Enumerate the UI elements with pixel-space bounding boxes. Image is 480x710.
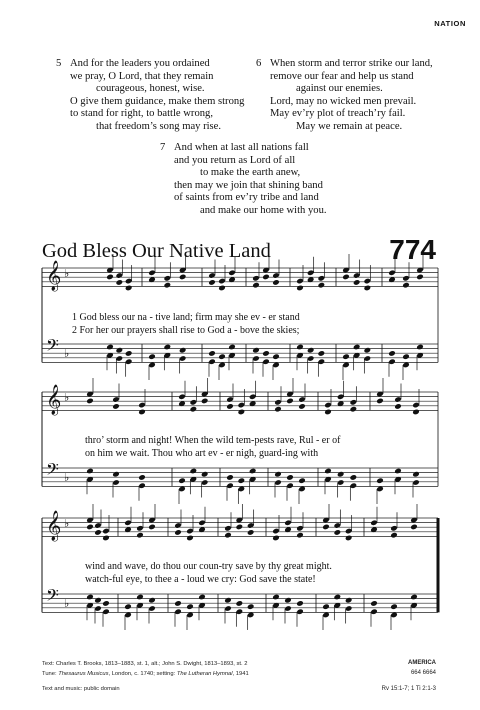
stanza-line: Lord, may no wicked men prevail. xyxy=(270,95,417,107)
note-head-icon xyxy=(272,535,280,542)
note-head-icon xyxy=(236,600,244,607)
note-head-icon xyxy=(324,468,332,475)
note-head-icon xyxy=(334,594,342,601)
stanza-line: to make the earth anew, xyxy=(200,167,301,179)
note-head-icon xyxy=(324,409,332,416)
note-head-icon xyxy=(376,398,384,405)
note-head-icon xyxy=(136,594,144,601)
note-head-icon xyxy=(249,468,257,475)
note-head-icon xyxy=(247,603,255,610)
note-head-icon xyxy=(148,597,156,604)
note-head-icon xyxy=(208,350,216,357)
note-head-icon xyxy=(318,350,326,357)
note-head-icon xyxy=(412,409,420,416)
flat-icon: ♭ xyxy=(64,391,70,404)
note-head-icon xyxy=(164,344,172,351)
tune-prefix: Tune: xyxy=(42,671,59,677)
note-head-icon xyxy=(364,347,372,354)
note-head-icon xyxy=(224,597,232,604)
note-head-icon xyxy=(394,403,402,410)
scripture-refs: Rv 15:1-7; 1 Ti 2:1-3 xyxy=(381,686,436,692)
tune-setting: The Lutheran Hymnal xyxy=(176,671,233,677)
note-head-icon xyxy=(198,594,206,601)
bass-clef-icon: 𝄢 xyxy=(46,459,59,483)
note-head-icon xyxy=(345,535,353,542)
note-head-icon xyxy=(238,409,246,416)
stanza-line: remove our fear and help us stand xyxy=(270,70,414,82)
note-head-icon xyxy=(272,279,280,286)
note-head-icon xyxy=(208,279,216,286)
lyric-line: thro’ storm and night! When the wild tem-pests rave, Rul - er of xyxy=(85,435,341,446)
note-head-icon xyxy=(102,535,110,542)
stanza-line: that freedom’s song may rise. xyxy=(96,120,222,132)
note-head-icon xyxy=(296,344,304,351)
note-head-icon xyxy=(410,594,418,601)
treble-clef-icon: 𝄞 xyxy=(46,385,62,415)
note-head-icon xyxy=(402,353,410,360)
stanza-number: 6 xyxy=(256,58,262,69)
lyric-line: watch-ful eye, to thee a - loud we cry: God save the state! xyxy=(85,574,316,585)
stanza-line: and you return as Lord of all xyxy=(174,154,296,166)
note-head-icon xyxy=(388,350,396,357)
meter: 664 6664 xyxy=(410,670,436,676)
note-head-icon xyxy=(370,600,378,607)
note-head-icon xyxy=(102,600,110,607)
stanza-line: to stand for right, to battle wrong, xyxy=(70,108,213,120)
lyric-line: wind and wave, do thou our coun-try save by thy great might. xyxy=(85,561,332,572)
note-head-icon xyxy=(410,524,418,531)
stanza-line: And for the leaders you ordained xyxy=(70,58,210,69)
rights-notice: Text and music: public domain xyxy=(42,686,120,692)
note-head-icon xyxy=(94,529,102,536)
note-head-icon xyxy=(190,406,198,413)
stanza-line: then may we join that shining band xyxy=(174,179,323,191)
note-head-icon xyxy=(322,603,330,610)
note-head-icon xyxy=(394,468,402,475)
flat-icon: ♭ xyxy=(64,517,70,530)
note-head-icon xyxy=(226,474,234,481)
note-head-icon xyxy=(190,468,198,475)
note-head-icon xyxy=(262,350,270,357)
flat-icon: ♭ xyxy=(64,267,70,280)
stanza-number: 5 xyxy=(56,58,62,69)
note-head-icon xyxy=(390,532,398,539)
note-head-icon xyxy=(218,353,226,360)
note-head-icon xyxy=(148,353,156,360)
flat-icon: ♭ xyxy=(64,597,70,610)
note-head-icon xyxy=(201,398,209,405)
note-head-icon xyxy=(178,477,186,484)
note-head-icon xyxy=(334,529,342,536)
stanza-line: of saints from ev’ry tribe and land xyxy=(174,192,319,204)
stanza-line: When storm and terror strike our land, xyxy=(270,58,433,69)
note-head-icon xyxy=(284,597,292,604)
note-head-icon xyxy=(298,403,306,410)
tune-name: AMERICA xyxy=(408,660,436,666)
note-head-icon xyxy=(296,532,304,539)
tune-source: Thesaurus Musicus xyxy=(58,671,109,677)
treble-clef-icon: 𝄞 xyxy=(46,261,62,291)
note-head-icon xyxy=(337,471,345,478)
note-head-icon xyxy=(272,353,280,360)
note-head-icon xyxy=(350,406,358,413)
note-head-icon xyxy=(238,477,246,484)
stanza-line: O give them guidance, make them strong xyxy=(70,95,245,107)
flat-icon: ♭ xyxy=(64,471,70,484)
hymn-title: God Bless Our Native Land xyxy=(42,240,271,262)
note-head-icon xyxy=(412,471,420,478)
note-head-icon xyxy=(416,274,424,281)
note-head-icon xyxy=(286,474,294,481)
note-head-icon xyxy=(228,344,236,351)
note-head-icon xyxy=(112,403,120,410)
note-head-icon xyxy=(274,406,282,413)
note-head-icon xyxy=(353,344,361,351)
tune-mid: , London, c. 1740; setting: xyxy=(108,671,177,677)
note-head-icon xyxy=(86,594,94,601)
note-head-icon xyxy=(236,524,244,531)
flat-icon: ♭ xyxy=(64,347,70,360)
note-head-icon xyxy=(342,274,350,281)
note-head-icon xyxy=(94,597,102,604)
stanza-number: 7 xyxy=(160,142,166,153)
lyric-line: 1 God bless our na - tive land; firm may she ev - er stand xyxy=(72,312,300,323)
note-head-icon xyxy=(274,471,282,478)
note-head-icon xyxy=(125,285,133,292)
note-head-icon xyxy=(106,344,114,351)
stanza-line: we pray, O Lord, that they remain xyxy=(70,70,214,82)
note-head-icon xyxy=(402,282,410,289)
note-head-icon xyxy=(390,603,398,610)
note-head-icon xyxy=(138,409,146,416)
note-head-icon xyxy=(345,597,353,604)
note-head-icon xyxy=(296,285,304,292)
note-head-icon xyxy=(86,524,94,531)
note-head-icon xyxy=(174,600,182,607)
note-head-icon xyxy=(376,477,384,484)
note-head-icon xyxy=(318,282,326,289)
note-head-icon xyxy=(296,600,304,607)
tune-suffix: , 1941 xyxy=(232,671,249,677)
note-head-icon xyxy=(186,603,194,610)
bass-clef-icon: 𝄢 xyxy=(46,585,59,609)
note-head-icon xyxy=(322,524,330,531)
note-head-icon xyxy=(148,524,156,531)
note-head-icon xyxy=(226,403,234,410)
note-head-icon xyxy=(106,274,114,281)
note-head-icon xyxy=(247,529,255,536)
stanza-line: May we remain at peace. xyxy=(296,120,403,132)
note-head-icon xyxy=(364,285,372,292)
note-head-icon xyxy=(179,274,187,281)
note-head-icon xyxy=(350,474,358,481)
stanza-line: May ev’ry plot of treach’ry fail. xyxy=(270,108,406,120)
note-head-icon xyxy=(116,279,124,286)
note-head-icon xyxy=(342,353,350,360)
note-head-icon xyxy=(224,532,232,539)
note-head-icon xyxy=(262,274,270,281)
note-head-icon xyxy=(86,398,94,405)
note-head-icon xyxy=(116,347,124,354)
note-head-icon xyxy=(353,279,361,286)
tune-credit xyxy=(42,671,249,677)
section-label: NATION xyxy=(416,14,480,34)
hymn-number: 774 xyxy=(389,234,436,265)
stanza-line: courageous, honest, wise. xyxy=(96,83,205,95)
note-head-icon xyxy=(416,344,424,351)
note-head-icon xyxy=(112,471,120,478)
note-head-icon xyxy=(124,603,132,610)
bass-clef-icon: 𝄢 xyxy=(46,335,59,359)
note-head-icon xyxy=(298,477,306,484)
note-head-icon xyxy=(138,474,146,481)
stanza-line: against our enemies. xyxy=(296,83,383,95)
note-head-icon xyxy=(252,347,260,354)
note-head-icon xyxy=(252,282,260,289)
note-head-icon xyxy=(201,471,209,478)
lyric-line: on him we wait. Thou who art ev - er nigh, guard-ing with xyxy=(85,448,319,459)
note-head-icon xyxy=(86,468,94,475)
note-head-icon xyxy=(174,529,182,536)
note-head-icon xyxy=(218,285,226,292)
note-head-icon xyxy=(272,594,280,601)
lyric-line: 2 For her our prayers shall rise to God a - bove the skies; xyxy=(72,325,300,336)
stanza-line: And when at last all nations fall xyxy=(174,142,309,153)
stanza-line: and make our home with you. xyxy=(200,204,327,216)
note-head-icon xyxy=(286,398,294,405)
text-credit: Text: Charles T. Brooks, 1813–1883, st. 1, alt.; John S. Dwight, 1813–1893, st. 2 xyxy=(42,661,248,667)
note-head-icon xyxy=(164,282,172,289)
treble-clef-icon: 𝄞 xyxy=(46,511,62,541)
note-head-icon xyxy=(125,350,133,357)
note-head-icon xyxy=(307,347,315,354)
note-head-icon xyxy=(186,535,194,542)
note-head-icon xyxy=(179,347,187,354)
note-head-icon xyxy=(136,532,144,539)
